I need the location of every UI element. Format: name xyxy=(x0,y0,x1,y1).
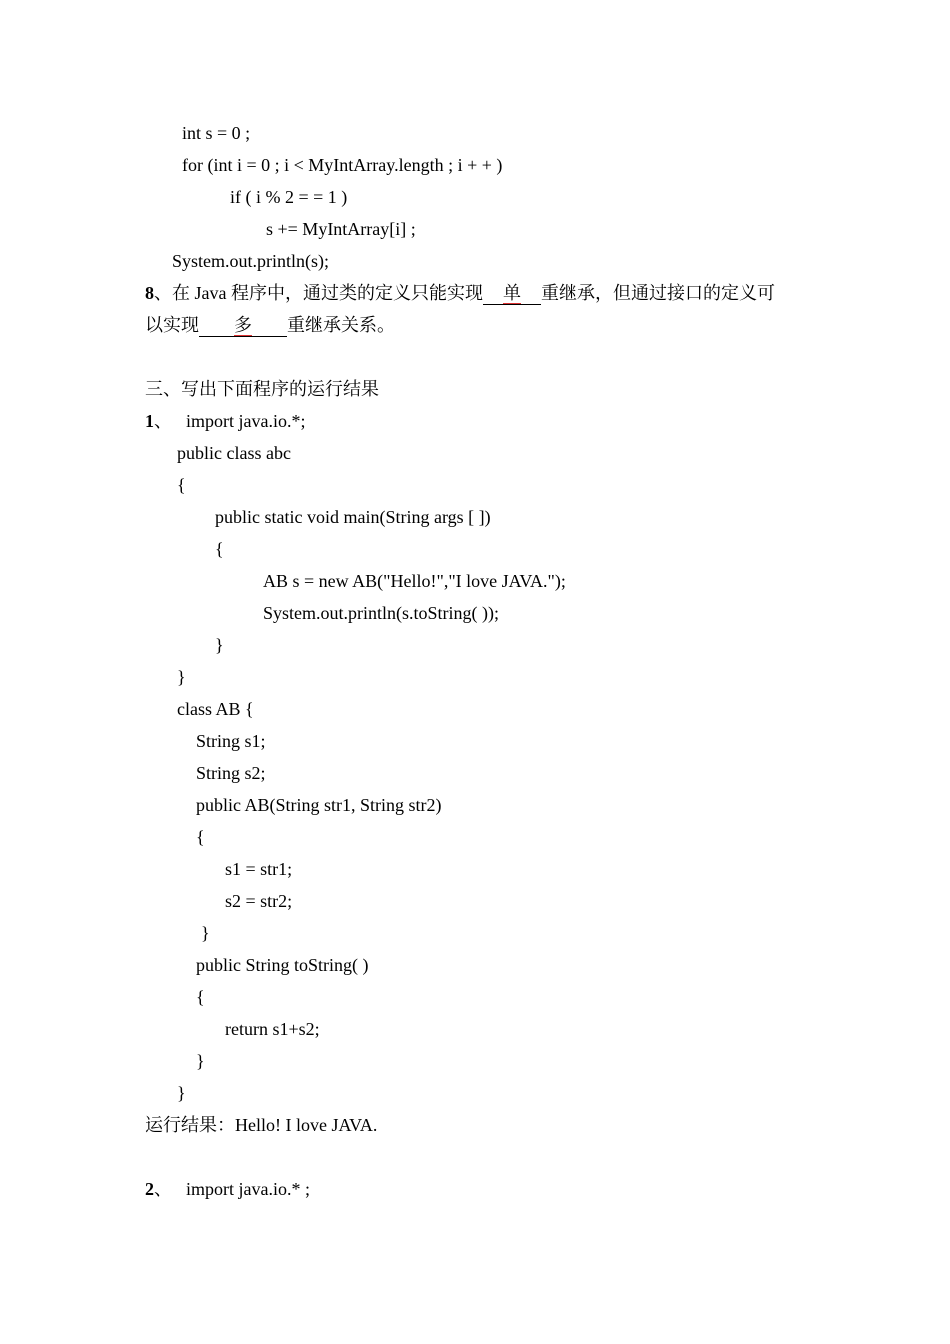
code-line: String s2; xyxy=(196,763,266,783)
code-line: } xyxy=(215,635,224,655)
fill-blank-1 xyxy=(483,282,541,305)
run-result xyxy=(145,1113,377,1137)
code-line: } xyxy=(201,923,210,943)
code-line: public class abc xyxy=(177,443,291,463)
code-line: } xyxy=(177,1083,186,1103)
code-line: public String toString( ) xyxy=(196,955,369,975)
code-line: { xyxy=(196,827,205,847)
section-heading: 三、写出下面程序的运行结果 xyxy=(145,379,379,399)
program-1-header: 1、 import java.io.*; xyxy=(145,411,306,431)
code-line: s1 = str1; xyxy=(225,859,293,879)
code-line: if ( i % 2 = = 1 ) xyxy=(230,187,348,207)
question-8-line-1: 8、在 Java 程序中，通过类的定义只能实现 单 重继承，但通过接口的定义可 xyxy=(145,283,775,303)
code-line: } xyxy=(196,1051,205,1071)
code-line: s2 = str2; xyxy=(225,891,293,911)
answer-1: 单 xyxy=(502,283,521,303)
code-line: AB s = new AB("Hello!","I love JAVA."); xyxy=(263,571,566,591)
program-number: 2 xyxy=(145,1179,154,1199)
code-line: } xyxy=(177,667,186,687)
code-line: System.out.println(s.toString( )); xyxy=(263,603,499,623)
program-number: 1 xyxy=(145,411,154,431)
result-label: 运行结果： xyxy=(145,1115,235,1135)
code-line: { xyxy=(215,539,224,559)
code-line: int s = 0 ; xyxy=(182,123,251,143)
question-number: 8 xyxy=(145,283,154,303)
code-line: { xyxy=(196,987,205,1007)
code-line: String s1; xyxy=(196,731,266,751)
code-line: for (int i = 0 ; i < MyIntArray.length ; i + + ) xyxy=(182,155,503,175)
program-2-header: 2、 import java.io.* ; xyxy=(145,1179,310,1199)
code-line: public AB(String str1, String str2) xyxy=(196,795,442,815)
code-line: s += MyIntArray[i] ; xyxy=(266,219,416,239)
code-line: { xyxy=(177,475,186,495)
code-line: return s1+s2; xyxy=(225,1019,320,1039)
result-value: Hello! I love JAVA. xyxy=(235,1115,378,1135)
code-line: class AB { xyxy=(177,699,254,719)
code-line: System.out.println(s); xyxy=(172,251,329,271)
fill-blank-2 xyxy=(199,314,287,337)
code-line: public static void main(String args [ ]) xyxy=(215,507,491,527)
question-8-line-2: 以实现 多 重继承关系。 xyxy=(145,315,395,335)
answer-2: 多 xyxy=(234,315,252,335)
